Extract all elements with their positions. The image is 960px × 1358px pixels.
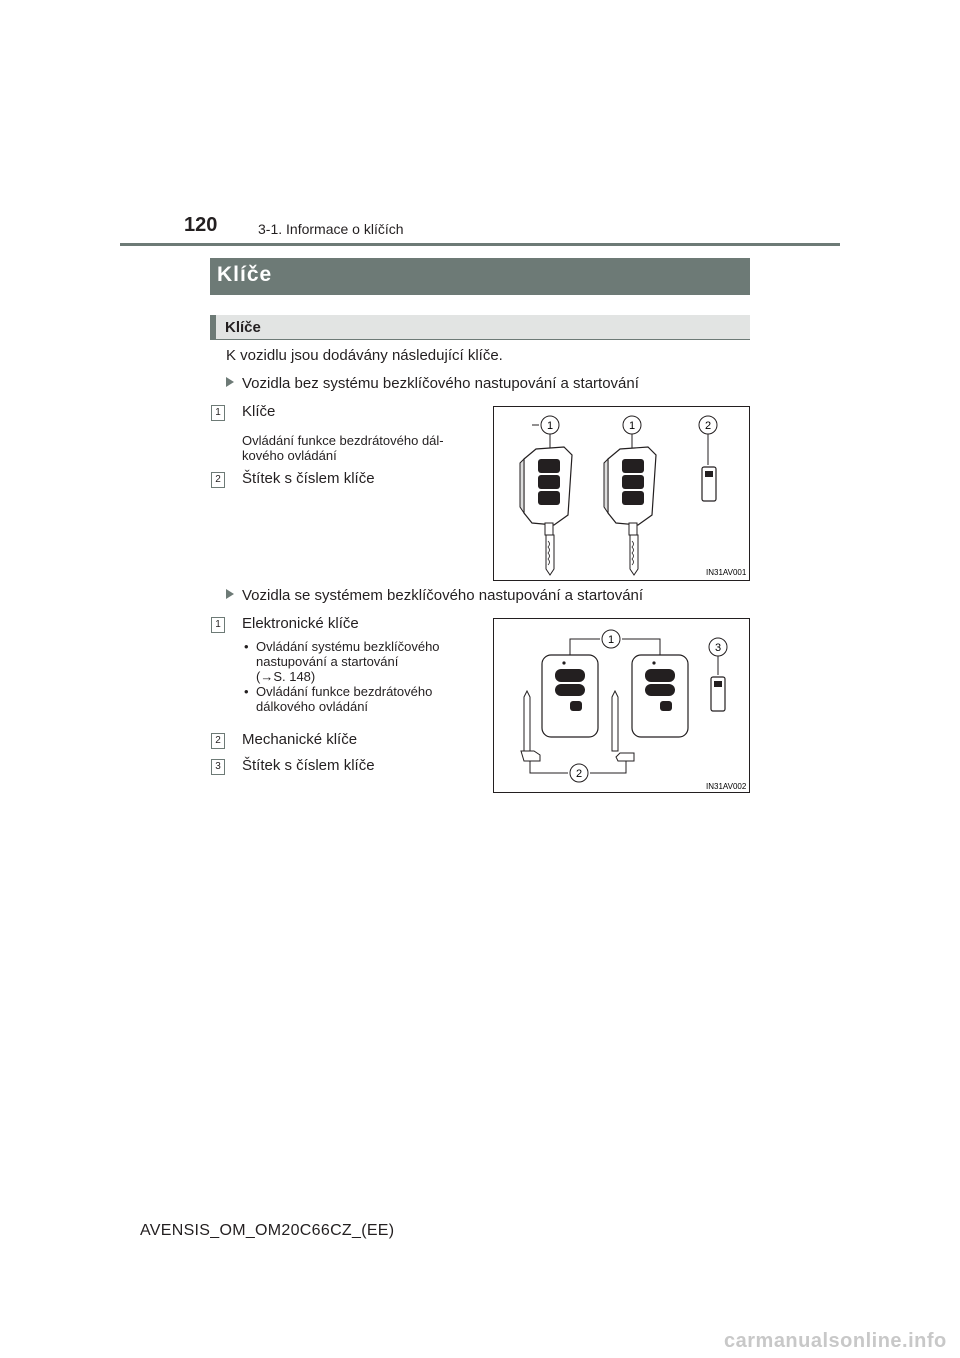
bullet-list: • Ovládání systému bezklíčového nastupování a startování (→S. 148) • Ovládání funkce bezdrátového dálkového ovládání: [242, 639, 478, 714]
callout-2: [530, 761, 626, 782]
document-code: AVENSIS_OM_OM20C66CZ_(EE): [140, 1222, 395, 1239]
key-figure-1: [493, 406, 750, 581]
callout-1: [570, 630, 660, 655]
mechanical-key: [612, 691, 634, 761]
page-number: 120: [184, 214, 218, 236]
item-number-badge: 2: [211, 733, 225, 749]
item-number-badge: 1: [211, 405, 225, 421]
callout-1: [623, 416, 641, 451]
bullet-item: • Ovládání funkce bezdrátového: [242, 684, 478, 699]
item-label: Štítek s číslem klíče: [242, 470, 375, 487]
item-number-badge: 1: [211, 617, 225, 633]
subsection-header: [210, 315, 750, 340]
svg-text:1: 1: [546, 420, 554, 432]
variant-heading-1: Vozidla bez systému bezklíčového nastupování a startování: [226, 375, 639, 392]
triangle-bullet-icon: [226, 589, 234, 599]
remote-key: [604, 447, 656, 575]
smart-key: [542, 655, 598, 737]
header-divider: [120, 243, 840, 246]
svg-text:1: 1: [607, 634, 615, 646]
triangle-bullet-icon: [226, 377, 234, 387]
item-number-badge: 3: [211, 759, 225, 775]
item-number-badge: 2: [211, 472, 225, 488]
svg-text:2: 2: [575, 768, 583, 780]
key-illustration-1: [494, 407, 749, 580]
callout-2: [699, 416, 717, 465]
svg-text:3: 3: [714, 642, 722, 654]
remote-key: [520, 447, 572, 575]
item-label: Štítek s číslem klíče: [242, 757, 375, 774]
item-label: Klíče: [242, 403, 276, 420]
item-label: Mechanické klíče: [242, 731, 358, 748]
callout-3: [709, 638, 727, 675]
item-note: Ovládání funkce bezdrátového dál- kového ovládání: [242, 433, 444, 463]
key-illustration-2: [494, 619, 749, 792]
figure-code: IN31AV002: [706, 782, 747, 791]
key-number-plate: [702, 467, 716, 501]
mechanical-key: [521, 691, 540, 761]
key-number-plate: [711, 677, 725, 711]
figure-code: IN31AV001: [706, 568, 747, 577]
key-figure-2: [493, 618, 750, 793]
smart-key: [632, 655, 688, 737]
variant-heading-2: Vozidla se systémem bezklíčového nastupování a startování: [226, 587, 643, 604]
page-title: Klíče: [210, 258, 750, 295]
watermark-logo: carmanualsonline.info: [724, 1330, 947, 1352]
subsection-accent: [210, 315, 216, 340]
callout-1: [532, 416, 559, 451]
svg-text:2: 2: [704, 420, 712, 432]
item-label: Elektronické klíče: [242, 615, 359, 632]
bullet-item: • Ovládání systému bezklíčového: [242, 639, 478, 654]
svg-text:1: 1: [628, 420, 636, 432]
intro-text: K vozidlu jsou dodávány následující klíče.: [226, 347, 503, 364]
subsection-title: Klíče: [225, 319, 261, 336]
section-reference: 3-1. Informace o klíčích: [258, 221, 404, 237]
